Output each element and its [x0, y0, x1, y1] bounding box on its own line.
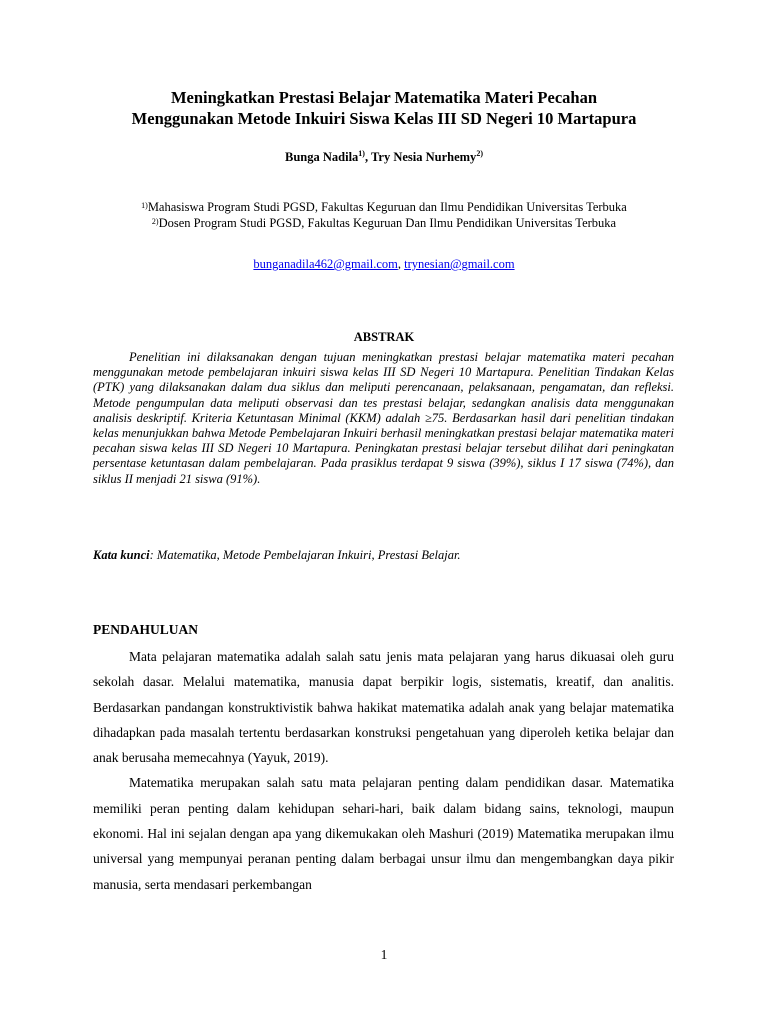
affiliation-superscript: 1) [141, 201, 148, 210]
email-separator: , [397, 257, 405, 271]
paper-title [60, 87, 708, 129]
author-name: Bunga Nadila [285, 150, 359, 164]
page-number: 1 [380, 947, 388, 962]
abstract-heading: ABSTRAK [353, 330, 415, 344]
email-link[interactable]: bunganadila462@gmail.com [253, 257, 398, 271]
author-superscript: 1) [358, 149, 365, 158]
affiliation-text: Dosen Program Studi PGSD, Fakultas Keguruan Dan Ilmu Pendidikan Universitas Terbuka [158, 216, 617, 230]
author-separator: , [364, 150, 371, 164]
author-name: Try Nesia Nurhemy [371, 150, 477, 164]
email-link[interactable]: trynesian@gmail.com [404, 257, 515, 271]
affiliation-text: Mahasiswa Program Studi PGSD, Fakultas Keguruan dan Ilmu Pendidikan Universitas Terbuka [147, 200, 627, 214]
affiliations [60, 199, 708, 231]
body-paragraph: Mata pelajaran matematika adalah salah satu jenis mata pelajaran yang harus dikuasai oleh guru sekolah dasar. Melalui matematika, manusia dapat berpikir logis, sistematis, kreatif, dan analitis. Berdasarkan pandangan konstruktivistik bahwa hakikat matematika adalah anak yang belajar matematika dihadapkan pada masalah tertentu berdasarkan konstruksi pengetahuan yang diperoleh ketika belajar dan anak berusaha memecahnya (Yayuk, 2019). [93, 649, 674, 766]
title-line-2: Menggunakan Metode Inkuiri Siswa Kelas III SD Negeri 10 Martapura [131, 109, 637, 128]
body-paragraph: Matematika merupakan salah satu mata pelajaran penting dalam pendidikan dasar. Matematika memiliki peran penting dalam kehidupan sehari-hari, baik dalam bidang sains, teknologi, maupun ekonomi. Hal ini sejalan dengan apa yang dikemukakan oleh Mashuri (2019) Matematika merupakan ilmu universal yang mempunyai peranan penting dalam berbagai unsur ilmu dan mengembangkan daya pikir manusia, serta mendasari perkembangan [93, 775, 674, 892]
affiliation-superscript: 2) [151, 217, 159, 226]
email-line [60, 257, 708, 272]
author-superscript: 2) [476, 149, 483, 158]
section-body [93, 644, 674, 897]
affiliation-line [60, 199, 708, 215]
author-list [60, 150, 708, 165]
keywords-text: : Matematika, Metode Pembelajaran Inkuiri, Prestasi Belajar. [149, 548, 461, 562]
affiliation-line [60, 215, 708, 231]
abstract-text: Penelitian ini dilaksanakan dengan tujuan meningkatkan prestasi belajar matematika materi pecahan menggunakan metode pembelajaran inkuiri siswa kelas III SD Negeri 10 Martapura. Penelitian Tindakan Kelas (PTK) yang dilaksanakan dalam dua siklus dan meliputi perencanaan, pelaksanaan, pengamatan, dan refleksi. Metode pengumpulan data meliputi observasi dan tes prestasi belajar, sedangkan analisis data menggunakan analisis deskriptif. Kriteria Ketuntasan Minimal (KKM) adalah ≥75. Berdasarkan hasil dari penelitian tindakan kelas menunjukkan bahwa Metode Pembelajaran Inkuiri berhasil meningkatkan prestasi belajar matematika materi pecahan siswa kelas III SD Negeri 10 Martapura. Peningkatan prestasi belajar tersebut dilihat dari peningkatan persentase ketuntasan dalam pembelajaran. Pada prasiklus terdapat 9 siswa (39%), siklus I 17 siswa (74%), dan siklus II menjadi 21 siswa (91%). [93, 350, 674, 486]
keywords [93, 548, 674, 563]
title-line-1: Meningkatkan Prestasi Belajar Matematika Materi Pecahan [170, 88, 598, 107]
section-heading: PENDAHULUAN [93, 622, 199, 637]
keywords-label: Kata kunci [93, 548, 150, 562]
